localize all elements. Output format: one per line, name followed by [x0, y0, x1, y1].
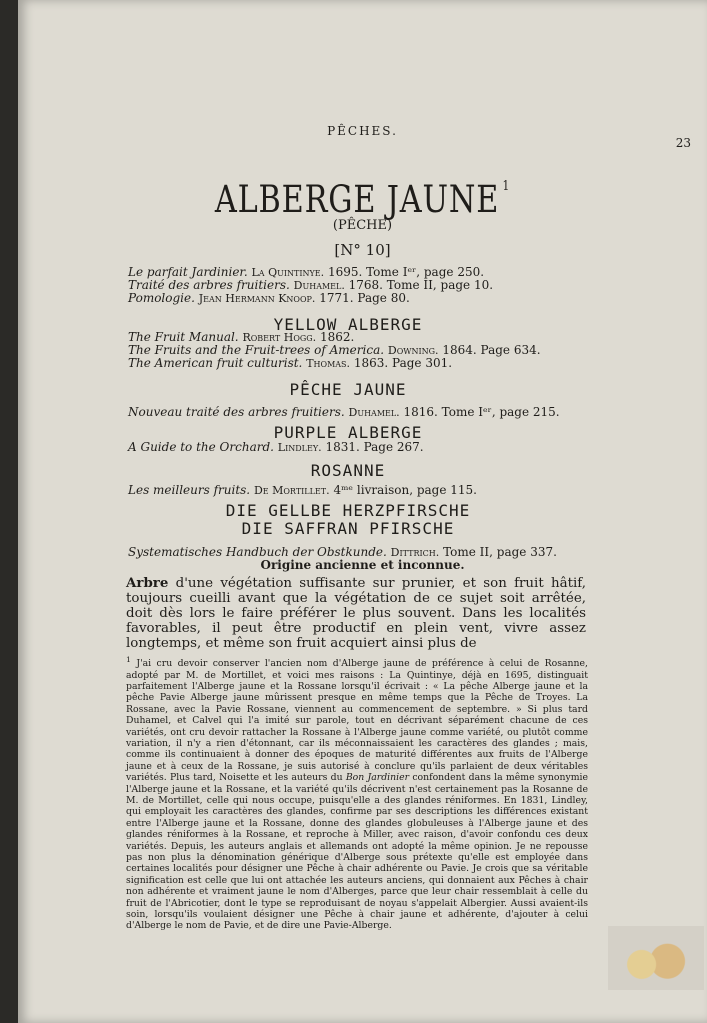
page-number: 23 [675, 136, 691, 150]
reference-author: Robert Hogg. [242, 331, 317, 344]
running-head: PÊCHES. [327, 124, 398, 138]
footnote-mark: 1 [502, 179, 511, 194]
fruit-thumbnail [608, 926, 704, 990]
variety-number: [N° 10] [334, 241, 391, 259]
reference-work: Systematisches Handbuch der Obstkunde. [128, 545, 387, 559]
reference-work: The Fruits and the Fruit-trees of America. [128, 343, 385, 357]
reference-detail: Tome II, page 337. [443, 545, 557, 559]
reference-detail: 1771. Page 80. [319, 291, 410, 305]
synonym-heading: DIE SAFFRAN PFIRSCHE [241, 519, 455, 538]
reference-author: Lindley. [277, 441, 322, 454]
reference-author: Downing. [387, 344, 439, 357]
reference-detail: 1816. Tome Iᵉʳ, page 215. [403, 405, 560, 419]
body-text: d'une végétation suffisante sur prunier, et son fruit hâtif, toujours cueilli avant que la végétation de ce sujet soit arrêtée, doit dès lors le faire préférer le plus souvent. Dans les localités favorables, il peut être productif en plein vent, vivre assez longtemps, et même son fruit acquiert ainsi plus de [126, 576, 586, 651]
reference-author: La Quintinye. [251, 266, 325, 279]
reference-work: A Guide to the Orchard. [128, 440, 274, 454]
reference-work: The Fruit Manual. [128, 330, 239, 344]
reference-detail: 4ᵐᵉ livraison, page 115. [333, 483, 477, 497]
synonym-heading: ROSANNE [310, 461, 386, 480]
reference-author: Dittrich. [390, 546, 440, 559]
reference-work: Les meilleurs fruits. [128, 483, 251, 497]
reference-entry [128, 441, 568, 454]
reference-detail: 1695. Tome Iᵉʳ, page 250. [327, 265, 485, 279]
footnote-number: 1 [126, 655, 131, 664]
reference-work: Traité des arbres fruitiers. [128, 278, 290, 292]
reference-author: Duhamel. [348, 406, 400, 419]
synonym-heading: DIE GELLBE HERZPFIRSCHE [225, 501, 471, 520]
reference-author: Jean Hermann Knoop. [198, 292, 316, 305]
reference-detail: 1768. Tome II, page 10. [348, 278, 494, 292]
reference-author: Duhamel. [293, 279, 345, 292]
page-title [80, 178, 645, 221]
synonym-heading: YELLOW ALBERGE [273, 315, 423, 334]
reference-entry [128, 484, 568, 497]
reference-work: Nouveau traité des arbres fruitiers. [128, 405, 345, 419]
synonym-heading: PÊCHE JAUNE [289, 380, 407, 399]
reference-author: Thomas. [306, 357, 351, 370]
synonym-heading: PURPLE ALBERGE [273, 423, 423, 442]
book-page [18, 0, 707, 1023]
body-lead: Arbre [126, 575, 169, 591]
reference-work: The American fruit culturist. [128, 356, 303, 370]
reference-detail: 1863. Page 301. [353, 356, 453, 370]
footnote-text-a: J'ai cru devoir conserver l'ancien nom d'Alberge jaune de préférence à celui de Rosanne, adopté par M. de Mortillet, et voici mes raisons : La Quintinye, déjà en 1695, distinguait parfaitement l'Alberge jaune et la Rossane lorsqu'il écrivait : « La pêche Alberge jaune et la pêche Pavie Alberge jaune mûrissent presque en même temps que la Pêche de Troyes. La Rossane, avec la Pavie Rossane, viennent au commencement de septembre. » Si plus tard Duhamel, et Calvel qui l'a imité sur parole, tout en décrivant séparément chacune de ces variétés, ont cru devoir rattacher la Rossane à l'Alberge jaune comme variété, ou plutôt comme variation, il n'y a rien d'étonnant, car ils méconnaissaient les caractères des glandes ; mais, comme ils continuaient à donner des époques de maturité différentes aux fruits de l'Alberge jaune et à ceux de la Rossane, je suis autorisé à conclure qu'ils parlaient de deux véritables variétés. Plus tard, Noisette et les auteurs du [126, 658, 588, 784]
reference-entry [128, 406, 568, 419]
title-text: ALBERGE JAUNE [214, 178, 500, 221]
body-paragraph [126, 576, 586, 651]
reference-work: Le parfait Jardinier. [128, 265, 248, 279]
origin-line: Origine ancienne et inconnue. [260, 558, 465, 572]
reference-author: De Mortillet. [253, 484, 330, 497]
reference-entry [128, 357, 568, 370]
reference-work: Pomologie. [128, 291, 195, 305]
reference-detail: 1862. [320, 330, 355, 344]
footnote-italic: Bon Jardinier [345, 772, 410, 784]
reference-detail: 1864. Page 634. [442, 343, 541, 357]
reference-detail: 1831. Page 267. [325, 440, 424, 454]
subtitle: (PÊCHE) [332, 218, 393, 233]
footnote-text-b: confondent dans la même synonymie l'Alberge jaune et la Rossane, et la variété qu'ils décrivent n'est certainement pas la Rosanne de M. de Mortillet, celle qui nous occupe, puisqu'elle a des glandes réniformes. En 1831, Lindley, qui employait les caractères des glandes, confirme par ses descriptions les différences existant entre l'Alberge jaune et la Rossane, donne des glandes globuleuses à l'Alberge jaune et des glandes réniformes à la Rossane, et reproche à Miller, avec raison, d'avoir confondu ces deux variétés. Depuis, les auteurs anglais et allemands ont adopté la même opinion. Je ne repousse pas non plus la dénomination générique d'Alberge sous prétexte qu'elle est employée dans certaines localités pour désigner une Pêche à chair adhérente ou Pavie. Je crois que sa véritable signification est celle que lui ont attachée les auteurs anciens, qui donnaient aux Pêches à chair non adhérente et vraiment jaune le nom d'Alberges, parce que leur chair ressemblait à celle du fruit de l'Abricotier, dont le type se reproduisant de noyau s'appelait Albergier. Aussi avaient-ils soin, lorsqu'ils voulaient désigner une Pêche à chair jaune et adhérente, d'ajouter à celui d'Alberge le nom de Pavie, et de dire une Pavie-Alberge. [126, 772, 588, 932]
reference-entry [128, 292, 568, 305]
footnote [126, 654, 588, 932]
